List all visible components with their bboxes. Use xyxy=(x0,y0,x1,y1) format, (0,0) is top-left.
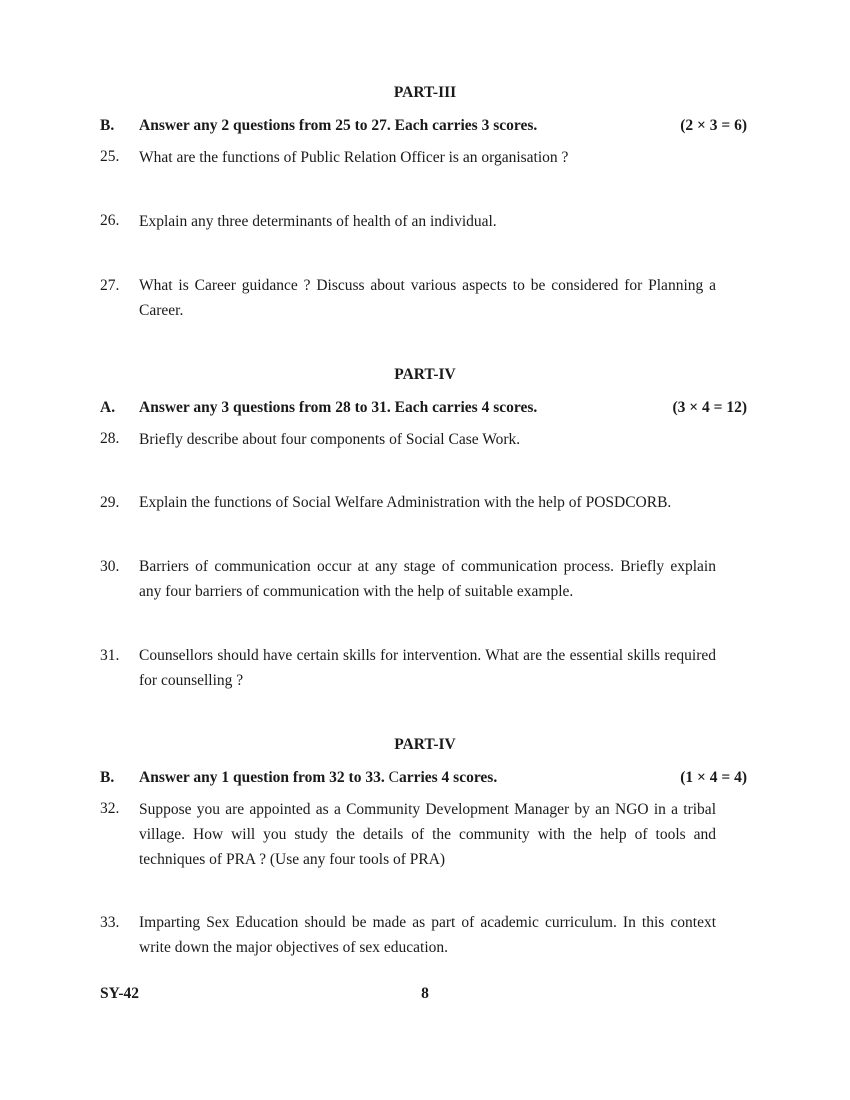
question-number: 27. xyxy=(100,277,120,294)
section-letter: B. xyxy=(100,769,115,786)
question-text: Counsellors should have certain skills for intervention. What are the essential skills required for counselling ? xyxy=(139,647,716,689)
section-heading: PART-III xyxy=(393,84,457,101)
section-heading: PART-IV xyxy=(394,736,456,753)
section-letter: A. xyxy=(100,399,116,416)
question-text: Explain the functions of Social Welfare Administration with the help of POSDCORB. xyxy=(139,494,672,511)
question-number: 25. xyxy=(100,148,120,165)
question-number: 30. xyxy=(100,558,120,575)
instruction-bold: Answer any 1 question from 32 to 33. xyxy=(139,769,389,786)
question-number: 32. xyxy=(100,800,120,817)
question-number: 28. xyxy=(100,430,120,447)
section-instruction xyxy=(139,399,537,417)
question-text: Briefly describe about four components of Social Case Work. xyxy=(139,431,521,448)
section-letter: B. xyxy=(100,117,115,134)
question-text: Suppose you are appointed as a Community Development Manager by an NGO in a tribal village. How will you study the details of the community with the help of tools and techniques of PRA ? (Use any four tools of PRA) xyxy=(139,801,716,868)
section-instruction xyxy=(139,769,497,787)
question-text: What are the functions of Public Relation Officer is an organisation ? xyxy=(139,149,569,166)
paper-code: SY-42 xyxy=(100,985,140,1002)
score-allocation: (1 × 4 = 4) xyxy=(680,769,747,786)
question-number: 29. xyxy=(100,494,120,511)
instruction-bold: Answer any 2 questions from 25 to 27. Each carries 3 scores. xyxy=(139,117,538,134)
question-number: 26. xyxy=(100,212,120,229)
instruction-plain: C xyxy=(388,769,399,786)
score-allocation: (3 × 4 = 12) xyxy=(672,399,747,416)
question-number: 33. xyxy=(100,914,120,931)
section-heading: PART-IV xyxy=(394,366,456,383)
question-text: What is Career guidance ? Discuss about various aspects to be considered for Planning a Career. xyxy=(139,277,716,319)
instruction-rest: arries 4 scores. xyxy=(398,769,498,786)
question-text: Explain any three determinants of health of an individual. xyxy=(139,213,497,230)
question-text: Barriers of communication occur at any stage of communication process. Briefly explain any four barriers of communication with the help of suitable example. xyxy=(139,558,716,600)
question-number: 31. xyxy=(100,647,120,664)
question-text: Imparting Sex Education should be made as part of academic curriculum. In this context write down the major objectives of sex education. xyxy=(139,914,716,956)
score-allocation: (2 × 3 = 6) xyxy=(680,117,747,134)
section-instruction xyxy=(139,117,537,135)
page-number: 8 xyxy=(421,985,429,1002)
instruction-bold: Answer any 3 questions from 28 to 31. Each carries 4 scores. xyxy=(139,399,538,416)
